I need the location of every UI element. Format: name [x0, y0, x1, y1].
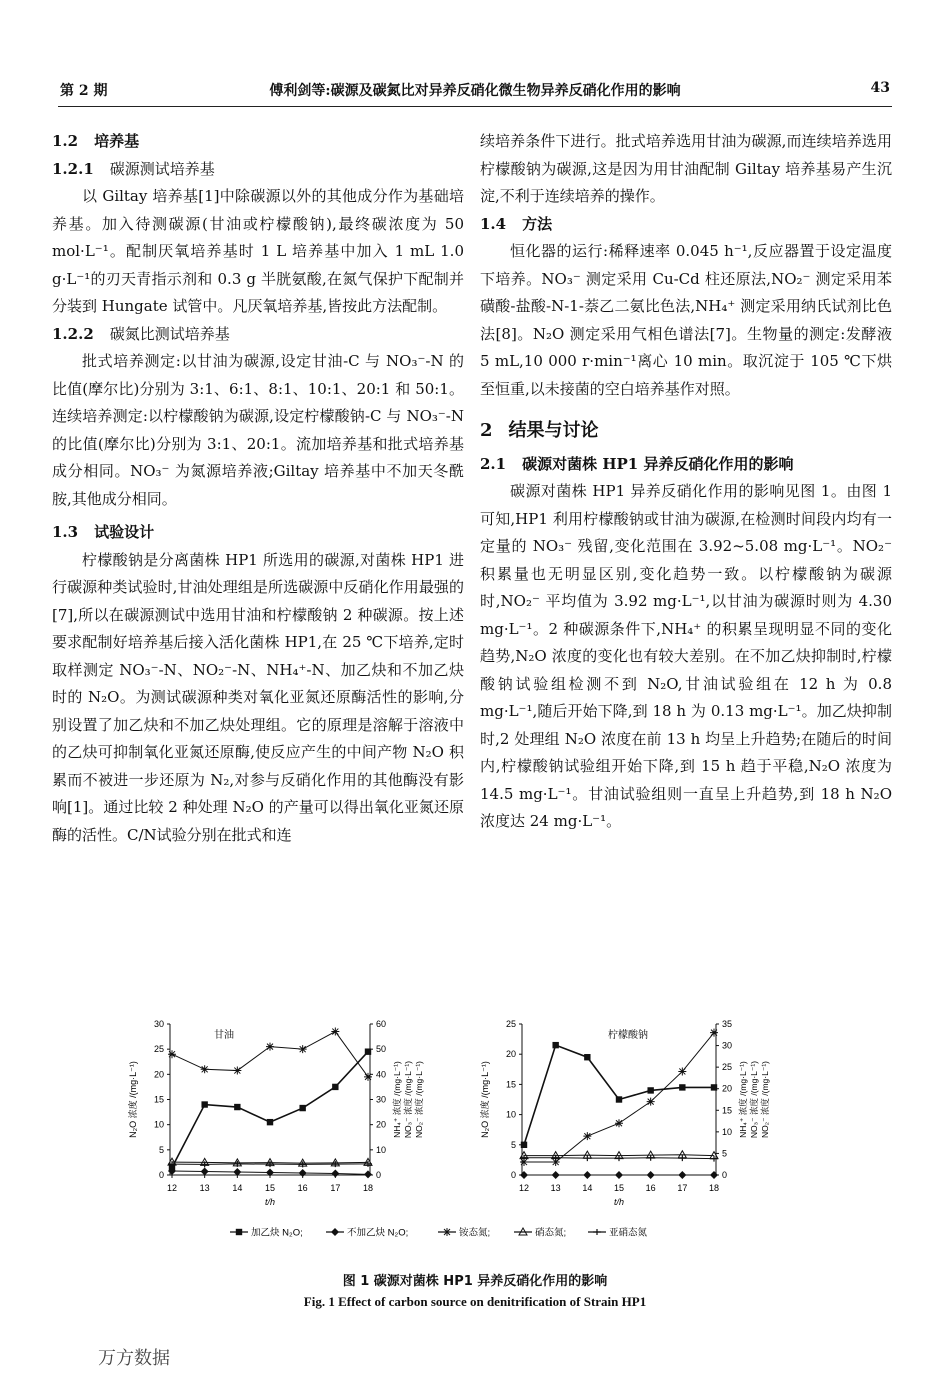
y-tick-label-left: 5	[158, 1144, 164, 1155]
data-point-square	[299, 1105, 305, 1111]
y-tick-label-right: 25	[722, 1062, 733, 1073]
figure-caption-en: Fig. 1 Effect of carbon source on denitrification of Strain HP1	[303, 1294, 647, 1309]
data-point-square	[647, 1087, 653, 1093]
data-point-star	[710, 1029, 718, 1037]
x-tick-label: 14	[232, 1183, 243, 1193]
data-point-square	[236, 1229, 242, 1235]
series-line	[524, 1045, 714, 1145]
series-square	[521, 1042, 717, 1148]
y-tick-label-right: 0	[376, 1170, 382, 1180]
y-tick-label-right: 35	[722, 1019, 733, 1029]
data-point-cross	[593, 1229, 601, 1235]
y-tick-label-left: 20	[505, 1049, 516, 1060]
section-1-3-heading: 1.3 试验设计	[52, 523, 155, 541]
y-tick-label-left: 10	[153, 1119, 164, 1130]
y-tick-label-left: 0	[158, 1170, 164, 1180]
data-point-diamond	[364, 1170, 372, 1178]
data-point-diamond	[615, 1171, 623, 1179]
y-tick-label-right: 15	[722, 1105, 733, 1116]
data-point-square	[234, 1104, 240, 1110]
paragraph: 恒化器的运行:稀释速率 0.045 h⁻¹,反应器置于设定温度下培养。NO₃⁻ 测定采用 Cu-Cd 柱还原法,NO₂⁻ 测定采用苯磺酸-盐酸-N-1-萘乙二氨比色法,NH₄⁺ 测定采用纳氏试剂比色法[8]。N₂O 测定采用气相色谱法[7]。生物量的测定:发酵液 5 mL,10 000 r·min⁻¹离心 10 min。取沉淀于 105 ℃下烘至恒重,以未接菌的空白培养基作对照。	[480, 242, 892, 398]
chart-title: 甘油	[214, 1030, 234, 1041]
x-tick-label: 13	[550, 1183, 561, 1193]
issue-number: 第 2 期	[60, 83, 108, 99]
y-tick-label-left: 25	[153, 1044, 164, 1055]
data-point-diamond	[552, 1171, 560, 1179]
data-point-square	[552, 1042, 558, 1048]
data-point-star	[299, 1045, 307, 1053]
section-1-2-2-heading: 1.2.2 碳氮比测试培养基	[52, 324, 230, 343]
y-axis-label-right: NH₄⁺ 浓度 /(mg·L⁻¹)	[738, 1061, 748, 1138]
right-column	[480, 128, 892, 836]
x-tick-label: 15	[264, 1183, 276, 1193]
y-axis-label-right: NO₂⁻ 浓度 /(mg·L⁻¹)	[760, 1061, 770, 1138]
x-axis-label: t/h	[264, 1197, 276, 1207]
data-point-diamond	[647, 1171, 655, 1179]
y-axis-label-right: NO₂⁻ 浓度 /(mg·L⁻¹)	[414, 1061, 424, 1138]
data-point-cross	[364, 1161, 372, 1167]
y-tick-label-right: 20	[722, 1083, 733, 1094]
y-tick-label-left: 15	[505, 1079, 516, 1090]
data-point-diamond	[710, 1171, 718, 1179]
paragraph: 以 Giltay 培养基[1]中除碳源以外的其他成分作为基础培养基。加入待测碳源(甘油或柠檬酸钠),最终碳浓度为 50 mol·L⁻¹。配制厌氧培养基时 1 L 培养基中加入 1 mL 1.0 g·L⁻¹的刃天青指示剂和 0.3 g 半胱氨酸,在氮气保护下配制并分装到 Hungate 试管中。凡厌氧培养基,皆按此方法配制。	[52, 187, 464, 315]
data-point-star	[201, 1065, 209, 1073]
watermark-footer: 万方数据	[98, 1348, 170, 1369]
left-column	[52, 128, 464, 849]
running-header	[60, 78, 890, 102]
y-tick-label-right: 60	[376, 1019, 387, 1029]
legend-label: 亚硝态氮	[609, 1227, 648, 1239]
section-2-1-heading: 2.1 碳源对菌株 HP1 异养反硝化作用的影响	[480, 454, 794, 473]
x-tick-label: 12	[166, 1183, 178, 1193]
y-tick-label-right: 10	[722, 1126, 733, 1137]
x-tick-label: 14	[582, 1183, 593, 1193]
data-point-square	[332, 1084, 338, 1090]
data-point-square	[521, 1142, 527, 1148]
data-point-diamond	[299, 1169, 307, 1177]
y-axis-label-right: NO₃⁻ 浓度 /(mg·L⁻¹)	[403, 1060, 413, 1139]
data-point-star	[443, 1228, 451, 1236]
chart-2	[479, 1019, 770, 1207]
x-tick-label: 17	[330, 1183, 341, 1193]
x-tick-label: 16	[297, 1183, 308, 1193]
x-tick-label: 17	[677, 1183, 688, 1193]
legend-label: 硝态氮;	[535, 1227, 567, 1239]
series-line	[172, 1032, 368, 1077]
y-axis-label-left: N₂O 浓度 /(mg·L⁻¹)	[480, 1061, 490, 1138]
data-point-star	[364, 1073, 372, 1081]
figure-caption-cn: 图 1 碳源对菌株 HP1 异养反硝化作用的影响	[342, 1274, 608, 1289]
x-tick-label: 12	[518, 1183, 530, 1193]
data-point-square	[584, 1054, 590, 1060]
y-axis-label-right: NH₄⁺ 浓度 /(mg·L⁻¹)	[392, 1061, 402, 1138]
data-point-square	[267, 1119, 273, 1125]
data-point-square	[711, 1084, 717, 1090]
data-point-star	[266, 1043, 274, 1051]
running-title: 傅利剑等:碳源及碳氮比对异养反硝化微生物异养反硝化作用的影响	[269, 83, 681, 99]
section-1-2-1-heading: 1.2.1 碳源测试培养基	[52, 159, 215, 178]
x-axis-label: t/h	[613, 1197, 625, 1207]
x-tick-label: 13	[199, 1183, 210, 1193]
x-tick-label: 18	[362, 1183, 374, 1193]
data-point-star	[233, 1067, 241, 1075]
y-tick-label-right: 40	[376, 1069, 387, 1080]
y-tick-label-left: 5	[510, 1139, 516, 1150]
x-tick-label: 18	[708, 1183, 720, 1193]
data-point-star	[647, 1098, 655, 1106]
y-tick-label-left: 20	[153, 1069, 164, 1080]
legend-label: 加乙炔 N₂O;	[251, 1227, 303, 1239]
y-tick-label-left: 25	[505, 1019, 516, 1029]
chart-title: 柠檬酸钠	[608, 1030, 648, 1041]
y-tick-label-right: 30	[722, 1040, 733, 1051]
y-tick-label-left: 0	[510, 1170, 516, 1180]
legend-label: 不加乙炔 N₂O;	[347, 1227, 409, 1239]
paragraph: 柠檬酸钠是分离菌株 HP1 所选用的碳源,对菌株 HP1 进行碳源种类试验时,甘油处理组是所选碳源中反硝化作用最强的[7],所以在碳源测试中选用甘油和柠檬酸钠 2 种碳源。按上述要求配制好培养基后接入活化菌株 HP1,在 25 ℃下培养,定时取样测定 NO₃⁻-N、NO₂⁻-N、NH₄⁺-N、加乙炔和不加乙炔时的 N₂O。为测试碳源种类对氧化亚氮还原酶活性的影响,分别设置了加乙炔和不加乙炔处理组。它的原理是溶解于溶液中的乙炔可抑制氧化亚氮还原酶,使反应产生的中间产物 N₂O 积累而不被进一步还原为 N₂,对参与反硝化作用的其他酶没有影响[1]。通过比较 2 种处理 N₂O 的产量可以得出氧化亚氮还原酶的活性。C/N试验分别在批式和连	[52, 550, 464, 844]
x-tick-label: 15	[613, 1183, 625, 1193]
data-point-star	[168, 1050, 176, 1058]
data-point-diamond	[678, 1171, 686, 1179]
y-tick-label-right: 5	[722, 1148, 728, 1159]
data-point-star	[583, 1132, 591, 1140]
x-tick-label: 16	[645, 1183, 656, 1193]
y-tick-label-right: 20	[376, 1119, 387, 1130]
section-1-4-heading: 1.4 方法	[480, 214, 553, 233]
y-tick-label-right: 10	[376, 1144, 387, 1155]
data-point-square	[616, 1096, 622, 1102]
data-point-diamond	[331, 1228, 339, 1236]
figure-1	[100, 1010, 840, 1250]
y-tick-label-right: 50	[376, 1044, 387, 1055]
data-point-square	[201, 1101, 207, 1107]
y-axis-label-left: N₂O 浓度 /(mg·L⁻¹)	[128, 1061, 138, 1138]
data-point-cross	[266, 1161, 274, 1167]
y-tick-label-left: 15	[153, 1094, 164, 1105]
data-point-diamond	[520, 1171, 528, 1179]
data-point-square	[679, 1084, 685, 1090]
y-tick-label-right: 0	[722, 1170, 728, 1180]
legend-label: 铵态氮;	[459, 1227, 491, 1239]
series-star	[168, 1028, 372, 1081]
y-tick-label-right: 30	[376, 1094, 387, 1105]
series-diamond	[520, 1171, 718, 1179]
y-tick-label-left: 10	[505, 1109, 516, 1120]
data-point-diamond	[331, 1169, 339, 1177]
chart-1	[127, 1019, 424, 1207]
paragraph: 续培养条件下进行。批式培养选用甘油为碳源,而连续培养选用柠檬酸钠为碳源,这是因为用甘油配制 Giltay 培养基易产生沉淀,不利于连续培养的操作。	[480, 132, 892, 205]
paragraph: 批式培养测定:以甘油为碳源,设定甘油-C 与 NO₃⁻-N 的比值(摩尔比)分别为 3:1、6:1、8:1、10:1、20:1 和 50:1。连续培养测定:以柠檬酸钠为碳源,设定柠檬酸钠-C 与 NO₃⁻-N 的比值(摩尔比)分别为 3:1、20:1。流加培养基和批式培养基成分相同。NO₃⁻ 为氮源培养液;Giltay 培养基中不加天冬酰胺,其他成分相同。	[52, 352, 464, 508]
section-1-2-heading: 1.2 培养基	[52, 132, 140, 150]
section-2-heading: 2 结果与讨论	[480, 420, 599, 441]
data-point-star	[678, 1067, 686, 1075]
data-point-diamond	[583, 1171, 591, 1179]
data-point-square	[365, 1048, 371, 1054]
data-point-star	[331, 1028, 339, 1036]
chart-legend	[230, 1227, 648, 1239]
header-rule	[58, 106, 892, 107]
data-point-diamond	[201, 1167, 209, 1175]
data-point-star	[615, 1119, 623, 1127]
y-tick-label-left: 30	[153, 1019, 164, 1029]
page-number: 43	[870, 80, 890, 96]
paragraph: 碳源对菌株 HP1 异养反硝化作用的影响见图 1。由图 1 可知,HP1 利用柠檬酸钠或甘油为碳源,在检测时间段内均有一定量的 NO₃⁻ 残留,变化范围在 3.92~5.08 mg·L⁻¹。NO₂⁻ 积累量也无明显区别,变化趋势一致。以柠檬酸钠为碳源时,NO₂⁻ 平均值为 3.92 mg·L⁻¹,以甘油为碳源时则为 4.30 mg·L⁻¹。2 种碳源条件下,NH₄⁺ 的积累呈现明显不同的变化趋势,N₂O 浓度的变化也有较大差别。在不加乙炔抑制时,柠檬酸钠试验组检测不到 N₂O,甘油试验组在 12 h 为 0.8 mg·L⁻¹,随后开始下降,到 18 h 为 0.13 mg·L⁻¹。加乙炔抑制时,2 处理组 N₂O 浓度在前 13 h 均呈上升趋势;在随后的时间内,柠檬酸钠试验组开始下降,到 15 h 趋于平稳,N₂O 浓度为 14.5 mg·L⁻¹。甘油试验组则一直呈上升趋势,到 18 h N₂O 浓度达 24 mg·L⁻¹。	[480, 482, 892, 830]
y-axis-label-right: NO₃⁻ 浓度 /(mg·L⁻¹)	[749, 1060, 759, 1139]
